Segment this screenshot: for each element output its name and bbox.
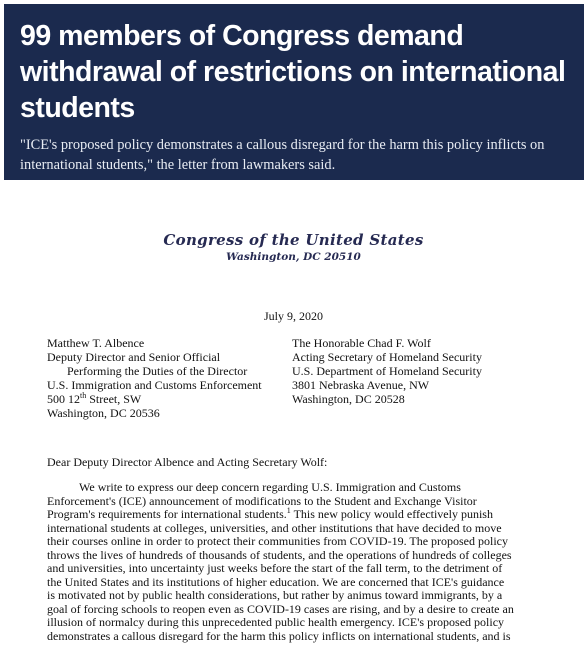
address-line: Performing the Duties of the Director (67, 364, 248, 378)
body-line: their courses online in order to protect their communities from COVID-19. The proposed policy (47, 534, 509, 548)
ordinal-suffix: th (80, 391, 87, 400)
body-line: is motivated not by public health considerations, but rather by animus toward immigrants, by a (47, 588, 503, 602)
headline-line: students (20, 92, 135, 124)
letter-body (47, 481, 561, 643)
recipient-address-right (292, 336, 482, 406)
address-line: Washington, DC 20528 (292, 392, 405, 406)
salutation: Dear Deputy Director Albence and Acting Secretary Wolf: (47, 455, 328, 469)
recipient-address-left (47, 336, 262, 420)
letterhead-title: Congress of the United States (163, 231, 424, 249)
letter-date: July 9, 2020 (263, 309, 323, 323)
body-line: demonstrates a callous disregard for the harm this policy inflicts on international students, and is (47, 628, 511, 643)
body-line: illusion of normalcy during this unprecedented public health emergency. ICE's proposed policy (47, 615, 505, 629)
address-line: 3801 Nebraska Avenue, NW (292, 378, 430, 392)
address-line: Acting Secretary of Homeland Security (292, 350, 482, 364)
article-header (4, 4, 584, 180)
letterhead-subtitle: Washington, DC 20510 (226, 251, 361, 263)
subhead-line: "ICE's proposed policy demonstrates a callous disregard for the harm this policy inflicts on (20, 137, 545, 153)
headline-line: 99 members of Congress demand (20, 20, 464, 52)
subhead-line: international students," the letter from lawmakers said. (20, 157, 336, 173)
body-line-part: This new policy would effectively punish (290, 507, 493, 521)
body-line: and universities, into uncertainty just weeks before the start of the fall term, to the detriment of (47, 561, 503, 575)
footnote-marker: 1 (286, 506, 291, 515)
address-line: Matthew T. Albence (47, 336, 145, 350)
body-line: goal of forcing schools to reopen even as COVID-19 cases are rising, and by a desire to create an (47, 601, 514, 616)
address-line: Washington, DC 20536 (47, 406, 160, 420)
address-line: Deputy Director and Senior Official (47, 350, 221, 364)
body-line (47, 508, 561, 522)
body-line: international students at colleges, universities, and other institutions that have decided to move (47, 520, 502, 535)
headline-line: withdrawal of restrictions on international (20, 56, 566, 88)
body-line: the United States and its institutions of higher education. We are concerned that ICE's guidance (47, 574, 505, 589)
letter-document (0, 180, 587, 668)
headline (20, 18, 570, 126)
address-line-part: 500 12 (47, 392, 80, 406)
address-line (47, 392, 262, 406)
address-line: The Honorable Chad F. Wolf (292, 336, 431, 350)
body-line: Enforcement's (ICE) announcement of modifications to the Student and Exchange Visitor (47, 493, 477, 508)
subheadline (20, 135, 570, 175)
address-line: U.S. Immigration and Customs Enforcement (47, 378, 262, 392)
address-line-part: Street, SW (86, 392, 142, 406)
address-line: U.S. Department of Homeland Security (292, 364, 482, 378)
body-line-part: Program's requirements for international students. (47, 507, 287, 521)
body-line: throws the lives of hundreds of thousands of students, and the operations of hundreds of colleges (47, 547, 512, 562)
body-line: We write to express our deep concern regarding U.S. Immigration and Customs (79, 480, 461, 494)
